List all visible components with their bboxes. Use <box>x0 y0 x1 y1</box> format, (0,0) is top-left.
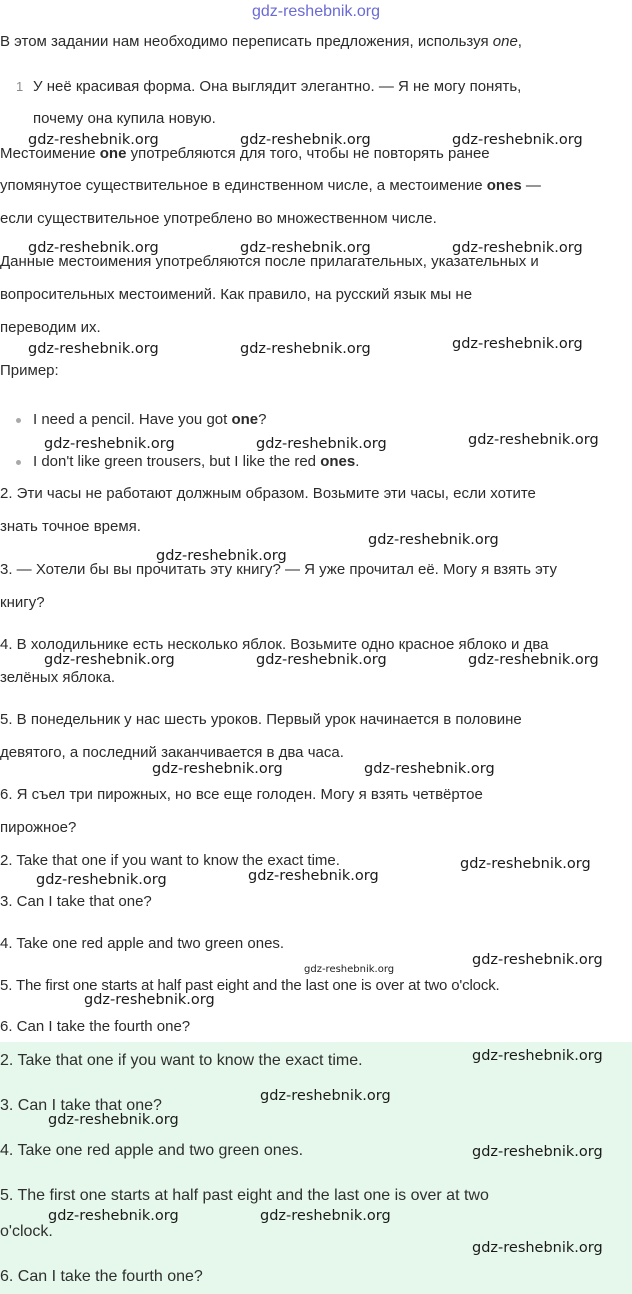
watermark: gdz-reshebnik.org <box>240 132 371 148</box>
task-line: 5. В понедельник у нас шесть уроков. Первый урок начинается в половине <box>0 711 522 728</box>
task-line: 3. — Хотели бы вы прочитать эту книгу? — Я уже прочитал её. Могу я взять эту <box>0 561 557 578</box>
watermark: gdz-reshebnik.org <box>248 868 379 884</box>
watermark: gdz-reshebnik.org <box>472 1048 603 1064</box>
answer-line: 2. Take that one if you want to know the exact time. <box>0 852 340 869</box>
watermark: gdz-reshebnik.org <box>260 1088 391 1104</box>
watermark: gdz-reshebnik.org <box>304 964 395 975</box>
watermark: gdz-reshebnik.org <box>368 532 499 548</box>
bullet-icon <box>16 418 21 423</box>
intro-text: В этом задании нам необходимо переписать предложения, используя one, <box>0 33 522 50</box>
final-answer-line: o'clock. <box>0 1223 53 1240</box>
explanation-line: если существительное употреблено во множественном числе. <box>0 210 437 227</box>
example-label: Пример: <box>0 362 59 379</box>
answer-line: 6. Can I take the fourth one? <box>0 1018 191 1035</box>
watermark: gdz-reshebnik.org <box>460 856 591 872</box>
example-1-line-2: почему она купила новую. <box>33 110 216 127</box>
explanation-line: Данные местоимения употребляются после прилагательных, указательных и <box>0 253 539 270</box>
task-line: книгу? <box>0 594 45 611</box>
final-answer-line: 5. The first one starts at half past eight and the last one is over at two <box>0 1187 489 1204</box>
watermark: gdz-reshebnik.org <box>256 436 387 452</box>
explanation-line: Местоимение one употребляются для того, чтобы не повторять ранее <box>0 145 490 162</box>
task-line: девятого, а последний заканчивается в два часа. <box>0 744 344 761</box>
watermark: gdz-reshebnik.org <box>48 1112 179 1128</box>
watermark: gdz-reshebnik.org <box>468 652 599 668</box>
watermark: gdz-reshebnik.org <box>472 952 603 968</box>
bullet-example-2: I don't like green trousers, but I like the red ones. <box>33 453 360 470</box>
bullet-icon <box>16 460 21 465</box>
final-answer-line: 6. Can I take the fourth one? <box>0 1268 203 1285</box>
task-line: знать точное время. <box>0 518 141 535</box>
watermark: gdz-reshebnik.org <box>28 341 159 357</box>
task-line: пирожное? <box>0 819 77 836</box>
explanation-line: вопросительных местоимений. Как правило, на русский язык мы не <box>0 286 473 303</box>
bullet-example-1: I need a pencil. Have you got one? <box>33 411 267 428</box>
site-header-link[interactable]: gdz-reshebnik.org <box>251 3 381 20</box>
final-answer-line: 4. Take one red apple and two green ones. <box>0 1142 304 1159</box>
watermark: gdz-reshebnik.org <box>28 132 159 148</box>
watermark: gdz-reshebnik.org <box>472 1240 603 1256</box>
task-line: 2. Эти часы не работают должным образом. Возьмите эти часы, если хотите <box>0 485 536 502</box>
watermark: gdz-reshebnik.org <box>156 548 287 564</box>
watermark: gdz-reshebnik.org <box>260 1208 391 1224</box>
final-answer-line: 2. Take that one if you want to know the exact time. <box>0 1052 363 1069</box>
watermark: gdz-reshebnik.org <box>44 652 175 668</box>
answer-line: 3. Can I take that one? <box>0 893 152 910</box>
watermark: gdz-reshebnik.org <box>472 1144 603 1160</box>
example-1-line-1: У неё красивая форма. Она выглядит элегантно. — Я не могу понять, <box>33 78 522 95</box>
task-line: 4. В холодильнике есть несколько яблок. Возьмите одно красное яблоко и два <box>0 636 549 653</box>
task-line: зелёных яблока. <box>0 669 116 686</box>
watermark: gdz-reshebnik.org <box>36 872 167 888</box>
watermark: gdz-reshebnik.org <box>240 240 371 256</box>
watermark: gdz-reshebnik.org <box>256 652 387 668</box>
task-line: 6. Я съел три пирожных, но все еще голоден. Могу я взять четвёртое <box>0 786 483 803</box>
list-number: 1 <box>16 79 24 94</box>
watermark: gdz-reshebnik.org <box>44 436 175 452</box>
watermark: gdz-reshebnik.org <box>452 336 583 352</box>
watermark: gdz-reshebnik.org <box>468 432 599 448</box>
explanation-line: переводим их. <box>0 319 101 336</box>
answer-line: 4. Take one red apple and two green ones. <box>0 935 285 952</box>
watermark: gdz-reshebnik.org <box>452 132 583 148</box>
watermark: gdz-reshebnik.org <box>152 761 283 777</box>
final-answer-line: 3. Can I take that one? <box>0 1097 162 1114</box>
watermark: gdz-reshebnik.org <box>240 341 371 357</box>
watermark: gdz-reshebnik.org <box>28 240 159 256</box>
watermark: gdz-reshebnik.org <box>364 761 495 777</box>
watermark: gdz-reshebnik.org <box>48 1208 179 1224</box>
watermark: gdz-reshebnik.org <box>84 992 215 1008</box>
explanation-line: упомянутое существительное в единственном числе, а местоимение ones — <box>0 177 541 194</box>
answer-line: 5. The first one starts at half past eight and the last one is over at two o'clock. <box>0 977 500 994</box>
watermark: gdz-reshebnik.org <box>452 240 583 256</box>
